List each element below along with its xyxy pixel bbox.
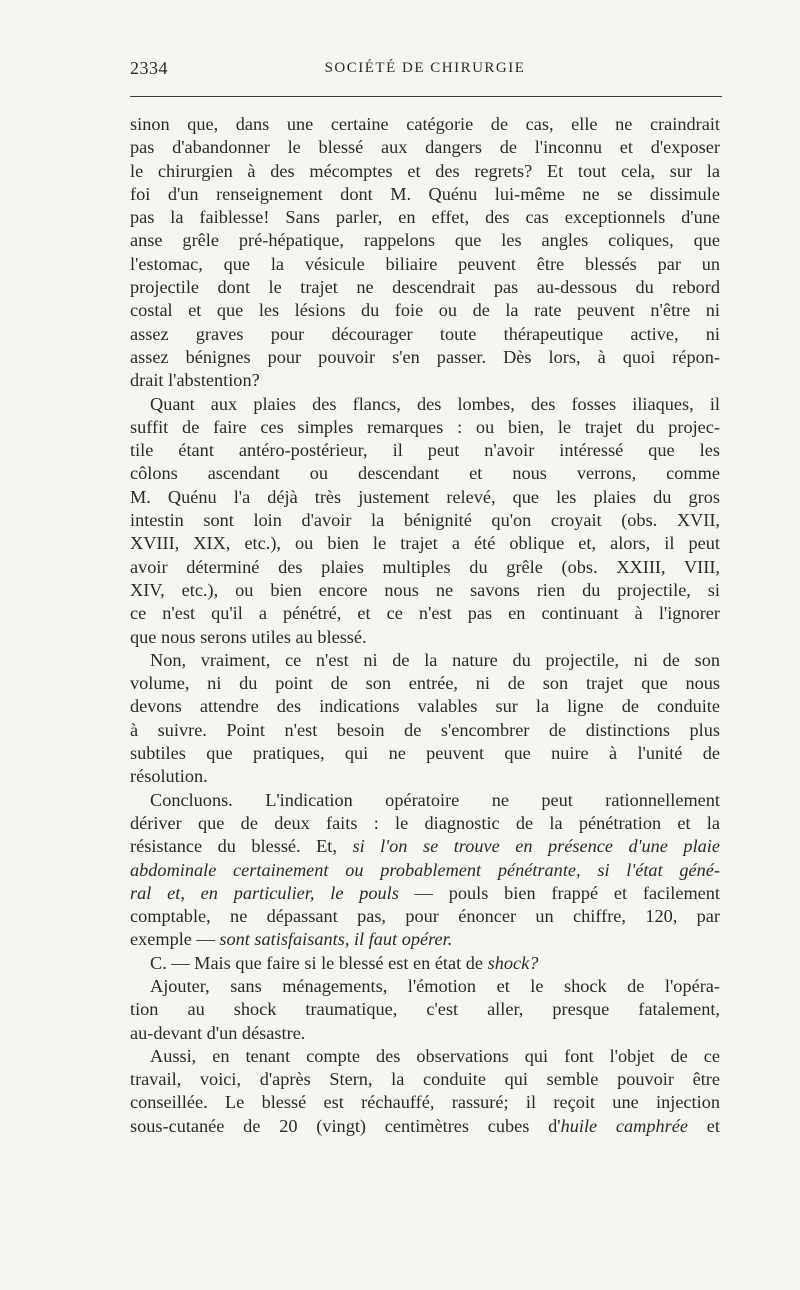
text-line: travail, voici, d'après Stern, la conduite qui semble pouvoir être <box>130 1069 720 1090</box>
text-line: Ajouter, sans ménagements, l'émotion et le shock de l'opéra- <box>150 975 720 996</box>
text-line: sinon que, dans une certaine catégorie de cas, elle ne craindrait <box>130 114 720 134</box>
header-rule <box>130 96 722 97</box>
text-line: avoir déterminé des plaies multiples du grêle (obs. XXIII, VIII, <box>130 556 720 577</box>
text-line: M. Quénu l'a déjà très justement relevé, que les plaies du gros <box>130 486 720 507</box>
text-line: drait l'abstention? <box>130 370 260 391</box>
text-line: pas d'abandonner le blessé aux dangers de l'inconnu et d'exposer <box>130 137 720 158</box>
italic-run: shock? <box>487 952 539 973</box>
italic-run: sont satisfaisants, il faut opérer. <box>219 929 453 950</box>
text-line: Aussi, en tenant compte des observations qui font l'objet de ce <box>150 1045 720 1066</box>
italic-run: si l'on se trouve en présence d'une plaie <box>352 836 720 857</box>
italic-run: ral et, en particulier, le pouls <box>130 882 399 903</box>
text-line: que nous serons utiles au blessé. <box>130 626 367 647</box>
text-line: projectile dont le trajet ne descendrait pas au-dessous du rebord <box>130 277 720 298</box>
text-run: C. — Mais que faire si le blessé est en état de <box>150 952 484 973</box>
text-line: assez graves pour décourager toute thérapeutique active, ni <box>130 323 720 344</box>
text-line: costal et que les lésions du foie ou de la rate peuvent n'être ni <box>130 300 720 321</box>
text-line: foi d'un renseignement dont M. Quénu lui-même ne se dissimule <box>130 183 720 204</box>
italic-run: huile camphrée <box>560 1115 689 1136</box>
text-line: XVIII, XIX, etc.), ou bien le trajet a été oblique et, alors, il peut <box>130 533 720 554</box>
text-line: résolution. <box>130 766 208 787</box>
text-line: subtiles que pratiques, qui ne peuvent que nuire à l'unité de <box>130 743 720 764</box>
page-number: 2334 <box>130 58 168 78</box>
text-run: sous-cutanée de 20 (vingt) centimètres cubes d' <box>130 1115 561 1136</box>
running-head: SOCIÉTÉ DE CHIRURGIE <box>324 60 526 76</box>
text-line <box>130 952 720 975</box>
text-line: tile étant antéro-postérieur, il peut n'avoir intéressé que les <box>130 440 720 461</box>
text-line: le chirurgien à des mécomptes et des regrets? Et tout cela, sur la <box>130 160 720 181</box>
text-line: assez bénignes pour pouvoir s'en passer. Dès lors, à quoi répon- <box>130 346 720 367</box>
text-line: intestin sont loin d'avoir la bénignité qu'on croyait (obs. XVII, <box>130 510 720 531</box>
text-line: anse grêle pré-hépatique, rappelons que les angles coliques, que <box>130 230 720 251</box>
text-line: dériver que de deux faits : le diagnostic de la pénétration et la <box>130 812 720 833</box>
text-line: Non, vraiment, ce n'est ni de la nature du projectile, ni de son <box>150 649 720 670</box>
text-run: résistance du blessé. Et, <box>130 836 337 857</box>
page-header <box>130 58 720 88</box>
text-line <box>130 1115 720 1138</box>
text-line <box>130 859 720 882</box>
text-run: — pouls bien frappé et facilement <box>414 882 720 903</box>
text-line: pas la faiblesse! Sans parler, en effet, des cas exceptionnels d'une <box>130 207 720 228</box>
italic-run: abdominale certainement ou probablement pénétrante, si l'état géné- <box>130 859 720 880</box>
text-line: Concluons. L'indication opératoire ne peut rationnellement <box>150 789 720 810</box>
text-line: XIV, etc.), ou bien encore nous ne savons rien du projectile, si <box>130 579 720 600</box>
text-line: au-devant d'un désastre. <box>130 1022 306 1043</box>
text-line <box>130 835 720 858</box>
text-line: ce n'est qu'il a pénétré, et ce n'est pas en continuant à l'ignorer <box>130 603 720 624</box>
text-line: suffit de faire ces simples remarques : ou bien, le trajet du projec- <box>130 416 720 437</box>
text-line: Quant aux plaies des flancs, des lombes, des fosses iliaques, il <box>150 393 720 414</box>
text-line: l'estomac, que la vésicule biliaire peuvent être blessés par un <box>130 253 720 274</box>
body-text <box>130 113 720 1138</box>
text-line: comptable, ne dépassant pas, pour énoncer un chiffre, 120, par <box>130 906 720 927</box>
text-line: conseillée. Le blessé est réchauffé, rassuré; il reçoit une injection <box>130 1092 720 1113</box>
text-line: volume, ni du point de son entrée, ni de son trajet que nous <box>130 673 720 694</box>
text-line: devons attendre des indications valables sur la ligne de conduite <box>130 696 720 717</box>
text-line: côlons ascendant ou descendant et nous verrons, comme <box>130 463 720 484</box>
text-line: à suivre. Point n'est besoin de s'encombrer de distinctions plus <box>130 719 720 740</box>
text-run: exemple — <box>130 929 215 950</box>
text-run: et <box>706 1115 720 1136</box>
text-line: tion au shock traumatique, c'est aller, presque fatalement, <box>130 999 720 1020</box>
text-line <box>130 928 720 951</box>
text-line <box>130 882 720 905</box>
